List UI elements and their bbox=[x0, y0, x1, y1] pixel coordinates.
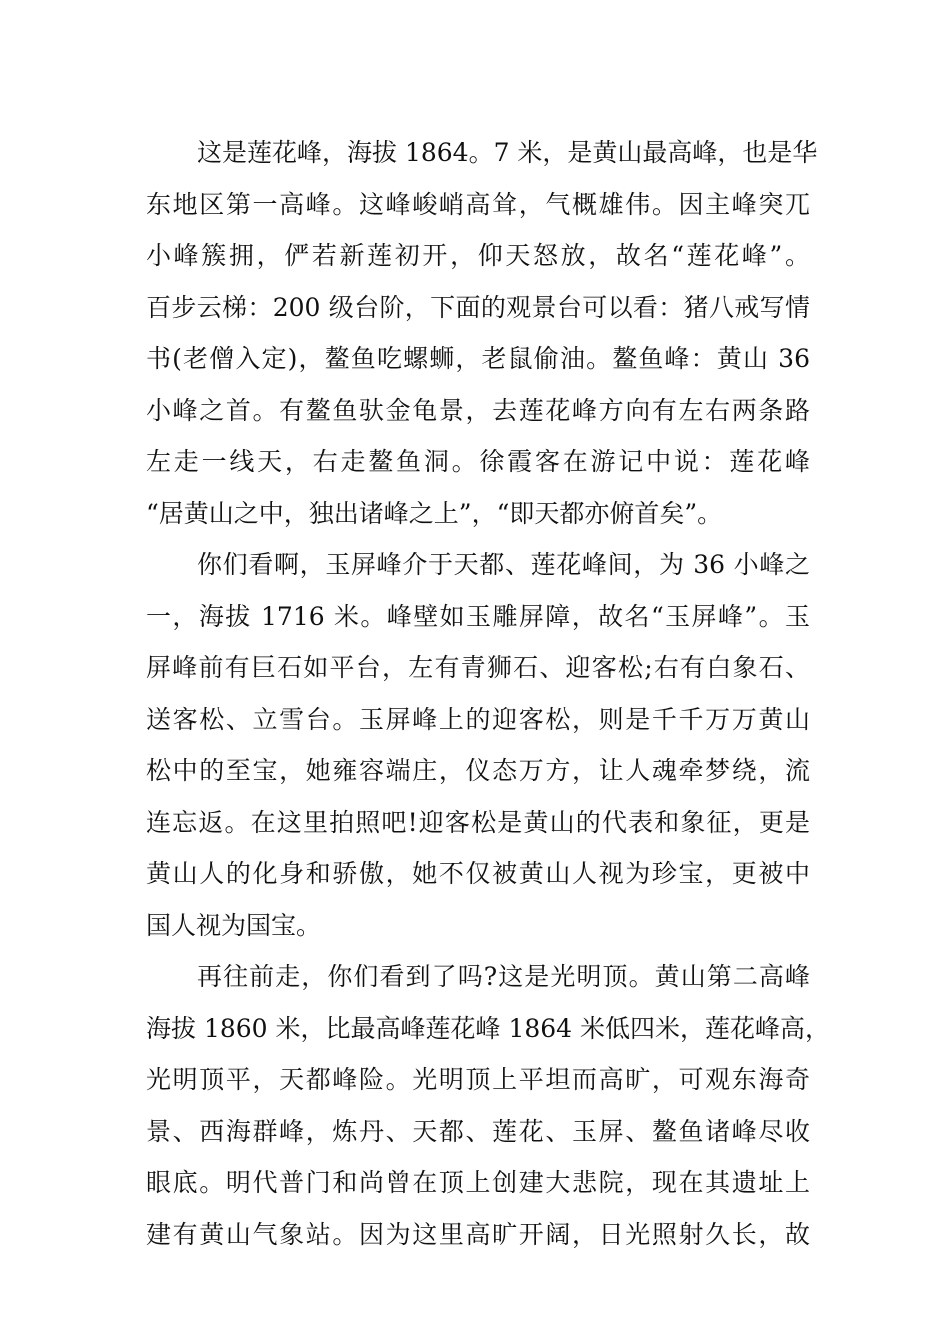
text-line: 景、西海群峰，炼丹、天都、莲花、玉屏、鳌鱼诸峰尽收 bbox=[146, 1116, 810, 1146]
text-line: 小峰簇拥，俨若新莲初开，仰天怒放，故名“莲花峰”。 bbox=[146, 241, 810, 270]
text-line: 这是莲花峰，海拔 1864。7 米，是黄山最高峰，也是华 bbox=[197, 138, 818, 167]
text-line: 连忘返。在这里拍照吧!迎客松是黄山的代表和象征，更是 bbox=[146, 807, 810, 837]
text-line: 建有黄山气象站。因为这里高旷开阔，日光照射久长，故 bbox=[146, 1219, 810, 1249]
text-line: 送客松、立雪台。玉屏峰上的迎客松，则是千千万万黄山 bbox=[146, 704, 810, 734]
text-line: 黄山人的化身和骄傲，她不仅被黄山人视为珍宝，更被中 bbox=[146, 859, 810, 888]
text-line: 光明顶平，天都峰险。光明顶上平坦而高旷，可观东海奇 bbox=[146, 1065, 810, 1094]
text-line: 国人视为国宝。 bbox=[146, 910, 322, 940]
text-line: 眼底。明代普门和尚曾在顶上创建大悲院，现在其遗址上 bbox=[146, 1168, 810, 1197]
text-line: 海拔 1860 米，比最高峰莲花峰 1864 米低四米，莲花峰高， bbox=[146, 1013, 831, 1043]
text-line: “居黄山之中，独出诸峰之上”，“即天都亦俯首矣”。 bbox=[146, 498, 723, 528]
text-line: 屏峰前有巨石如平台，左有青狮石、迎客松;右有白象石、 bbox=[146, 653, 810, 682]
text-line: 松中的至宝，她雍容端庄，仪态万方，让人魂牵梦绕，流 bbox=[146, 756, 810, 785]
text-line: 一，海拔 1716 米。峰壁如玉雕屏障，故名“玉屏峰”。玉 bbox=[146, 601, 810, 631]
text-line: 你们看啊，玉屏峰介于天都、莲花峰间，为 36 小峰之 bbox=[197, 550, 810, 579]
text-line: 小峰之首。有鳌鱼驮金龟景，去莲花峰方向有左右两条路 bbox=[146, 395, 810, 425]
text-line: 书(老僧入定)，鳌鱼吃螺蛳，老鼠偷油。鳌鱼峰：黄山 36 bbox=[146, 344, 810, 373]
text-line: 再往前走，你们看到了吗?这是光明顶。黄山第二高峰 bbox=[197, 962, 810, 991]
text-line: 东地区第一高峰。这峰峻峭高耸，气概雄伟。因主峰突兀 bbox=[146, 189, 810, 219]
text-line: 左走一线天，右走鳌鱼洞。徐霞客在游记中说：莲花峰 bbox=[146, 447, 810, 476]
document-body bbox=[146, 127, 831, 1260]
text-line: 百步云梯：200 级台阶，下面的观景台可以看：猪八戒写情 bbox=[146, 292, 810, 322]
